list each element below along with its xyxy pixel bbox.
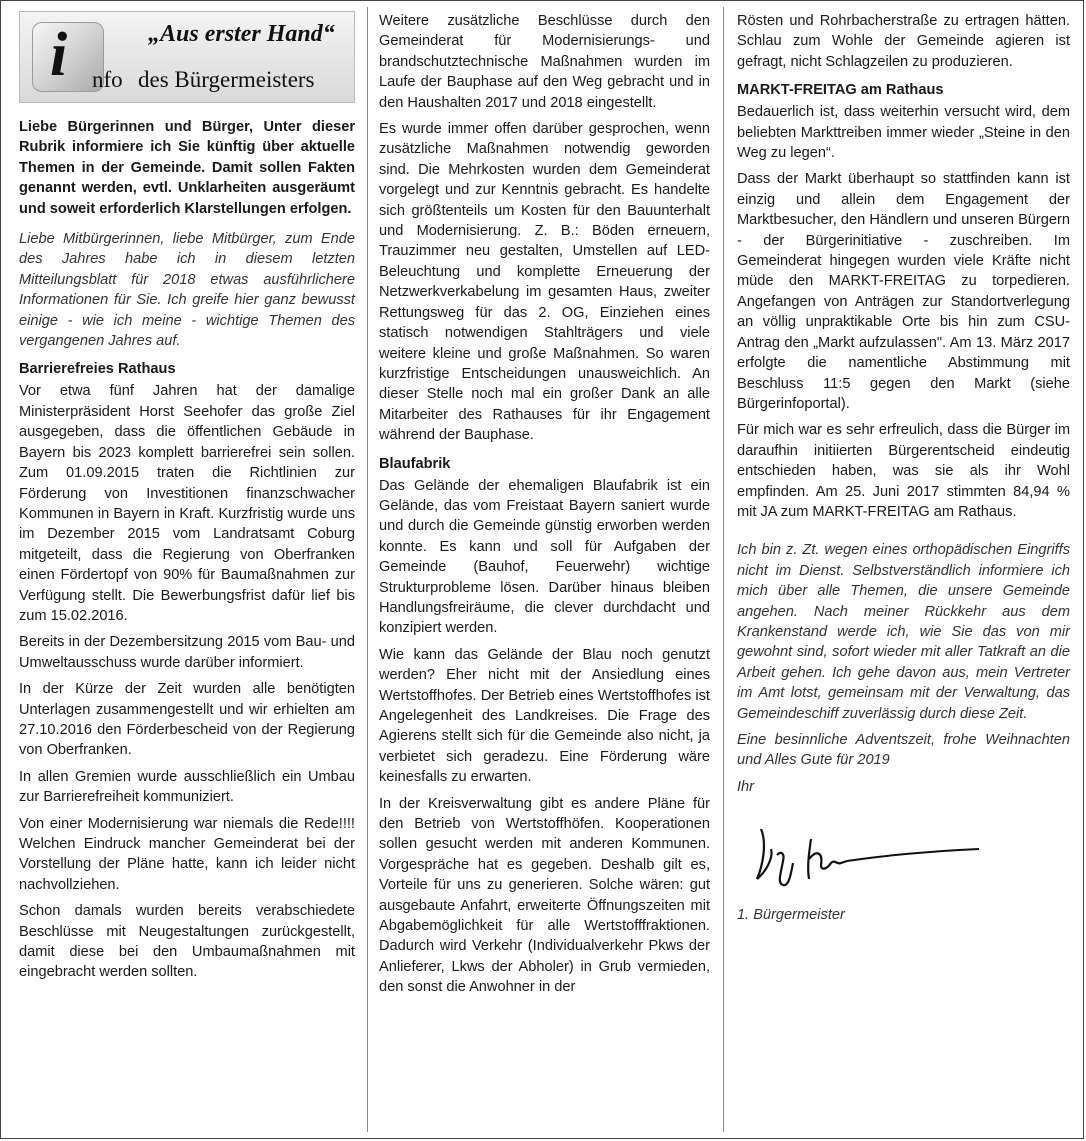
closing-note: Ich bin z. Zt. wegen eines orthopädischen Eingriffs nicht im Dienst. Selbstverständlich informiere ich mich über alle Themen, die unsere Gemeinde angehen. Nach meiner Rückkehr aus dem Krankenstand werde ich, wie Sie das von mir gewohnt sind, sofort wieder mit aller Tatkraft an die Arbeit gehen. Ich gehe davon aus, mein Vertreter im Amt lotst, gemeinsam mit der Verwaltung, das Gemeindeschiff zuverlässig durch diese Zeit. xyxy=(737,542,1070,722)
article-paragraph: Das Gelände der ehemaligen Blaufabrik ist ein Gelände, das vom Freistaat Bayern saniert wurde und durch die Gemeinde günstig erworben werden konnte. Es kann und soll für Aufgaben der Gemeinde (Bauhof, Feuerwehr) wichtige Strukturprobleme lösen. Darüber hinaus bleiben Handlungsfreiräume, die clever durchdacht und konzipiert werden. xyxy=(379,477,710,637)
column-divider xyxy=(723,7,724,1132)
article-paragraph: Schon damals wurden bereits verabschiedete Beschlüsse mit Neugestaltungen zurückgestellt, damit diese bei den Umbaumaßnahmen mit eingebracht werden sollten. xyxy=(19,903,355,981)
section-heading-barrierefrei: Barrierefreies Rathaus xyxy=(19,361,176,378)
article-paragraph: Von einer Modernisierung war niemals die Rede!!!! Welchen Eindruck mancher Gemeinderat bei der Vorstellung der Pläne hatte, kann ich leider nicht nachvollziehen. xyxy=(19,815,355,893)
logo-subtitle: des Bürgermeisters xyxy=(138,67,315,92)
article-paragraph: Weitere zusätzliche Beschlüsse durch den Gemeinderat für Modernisierungs- und brandschutztechnische Maßnahmen wurden im Laufe der Bauphase auf den Weg gebracht und in den Haushalten 2017 und 2018 eingestellt. xyxy=(379,13,710,111)
column-1 xyxy=(19,11,355,989)
article-paragraph: Dass der Markt überhaupt so stattfinden kann ist einzig und allein dem Engagement der Marktbesucher, den Händlern und unseren Bürgern - der Bürgerinitiative - zuschreiben. Im Gemeinderat hingegen wurden viele Kräfte nicht müde den MARKT-FREITAG zu torpedieren. Angefangen von Anträgen zur Standortverlegung an völlig unpraktikable Orte bis hin zum CSU-Antrag den „Markt aufzulassen". Am 13. März 2017 erfolgte die namentliche Abstimmung mit Beschluss 11:5 gegen den Markt (siehe Bürgerinfoportal). xyxy=(737,171,1070,412)
column-3 xyxy=(737,11,1070,932)
article-paragraph: Für mich war es sehr erfreulich, dass die Bürger im daraufhin initiierten Bürgerentscheid eindeutig entschieden haben, was sie als ihr Wohl empfinden. Am 25. Juni 2017 stimmten 84,94 % mit JA zum MARKT-FREITAG am Rathaus. xyxy=(737,422,1070,520)
article-paragraph: In der Kreisverwaltung gibt es andere Pläne für den Betrieb von Wertstoffhöfen. Kooperationen sollen gesucht werden mit anderen Kommunen. Vorgespräche hat es gegeben. Deshalb gilt es, Vorteile für uns zu generieren. Solche wären: gut ausgebaute Anfahrt, erweiterte Öffnungszeiten mit Abgabemöglichkeit für alle Wertstofffraktionen. Dadurch wird Verkehr (Individualverkehr Pkws der Anlieferer, Lkws der Abholer) in Grub vermieden, den sonst die Anwohner in der xyxy=(379,795,710,996)
season-greeting: Eine besinnliche Adventszeit, frohe Weihnachten und Alles Gute für 2019 xyxy=(737,732,1070,769)
logo-title: „Aus erster Hand“ xyxy=(148,21,335,47)
column-2 xyxy=(379,11,710,1004)
closing-word: Ihr xyxy=(737,778,755,795)
intro-paragraph: Liebe Bürgerinnen und Bürger, Unter dieser Rubrik informiere ich Sie künftig über aktuelle Themen in der Gemeinde. Damit sollen Fakten genannt werden, evtl. Unklarheiten ausgeräumt und soweit erforderlich Klarstellungen erfolgen. xyxy=(19,119,355,217)
section-heading-markt-freitag: MARKT-FREITAG am Rathaus xyxy=(737,82,944,99)
column-divider xyxy=(367,7,368,1132)
article-paragraph: Vor etwa fünf Jahren hat der damalige Ministerpräsident Horst Seehofer das große Ziel ausgegeben, dass die öffentlichen Gebäude in Bayern bis 2023 komplett barrierefrei sein sollen. Zum 01.09.2015 traten die Richtlinien zur Förderung von Investitionen finanzschwacher Kommunen in Bayern in Kraft. Kurzfristig wurde uns im Dezember 2015 vom Landratsamt Coburg mitgeteilt, dass die Regierung von Oberfranken einen Fördertopf von 90% für Baumaßnahmen zur Verfügung stellt. Die Bewerbungsfrist dafür lief bis zum 15.02.2016. xyxy=(19,383,355,624)
article-paragraph: Es wurde immer offen darüber gesprochen, wenn zusätzliche Maßnahmen notwendig geworden sind. Die Mehrkosten wurden dem Gemeinderat vorgelegt und zur Kenntnis gebracht. Es handelte sich größtenteils um Kosten für den Bauunterhalt und Modernisierung. Z. B.: Böden erneuern, Trauzimmer neu gestalten, Umstellen auf LED-Beleuchtung und komplette Erneuerung der Netzwerkverkabelung im gesamten Haus, zweiter Rettungsweg für das 2. OG, Einziehen eines statisch notwendigen Stahlträgers und viele weitere kleine und große Maßnahmen. So waren kurzfristige Entscheidungen unausweichlich. An dieser Stelle noch mal ein großer Dank an alle Mitarbeiter des Rathauses für ihr Engagement während der Bauphase. xyxy=(379,121,710,444)
section-heading-blaufabrik: Blaufabrik xyxy=(379,455,451,472)
signature-role: 1. Bürgermeister xyxy=(737,907,845,924)
handwritten-signature xyxy=(747,819,1070,891)
article-paragraph: Bedauerlich ist, dass weiterhin versucht wird, dem beliebten Markttreiben immer wieder „Steine in den Weg zu legen“. xyxy=(737,104,1070,162)
greeting-paragraph: Liebe Mitbürgerinnen, liebe Mitbürger, zum Ende des Jahres habe ich in diesem letzten Mitteilungsblatt für 2018 etwas ausführlichere Informationen für Sie. Ich greife hier ganz bewusst einige - wie ich meine - wichtige Themen des vergangenen Jahres auf. xyxy=(19,231,355,350)
info-logo xyxy=(19,11,355,103)
article-paragraph: In der Kürze der Zeit wurden alle benötigten Unterlagen zusammengestellt und wir erhielten am 27.10.2016 den Förderbescheid von der Regierung von Oberfranken. xyxy=(19,681,355,759)
article-paragraph: Rösten und Rohrbacherstraße zu ertragen hätten. Schlau zum Wohle der Gemeinde agieren ist gefragt, nicht Schlagzeilen zu produzieren. xyxy=(737,13,1070,70)
signature-icon xyxy=(747,819,987,891)
article-paragraph: Wie kann das Gelände der Blau noch genutzt werden? Eher nicht mit der Ansiedlung eines Wertstoffhofes. Der Betrieb eines Wertstoffhofes ist Angelegenheit des Landkreises. Die Frage des Agierens stellt sich für die Gemeinde also nicht, ja verbietet sich geradezu. Eine Förderung wäre keinesfalls zu erwarten. xyxy=(379,646,710,786)
article-paragraph: Bereits in der Dezembersitzung 2015 vom Bau- und Umweltausschuss wurde darüber informiert. xyxy=(19,634,355,671)
logo-letters-nfo: nfo xyxy=(92,67,123,92)
logo-letter-i: i xyxy=(50,21,68,89)
article-paragraph: In allen Gremien wurde ausschließlich ein Umbau zur Barrierefreiheit kommuniziert. xyxy=(19,768,355,806)
